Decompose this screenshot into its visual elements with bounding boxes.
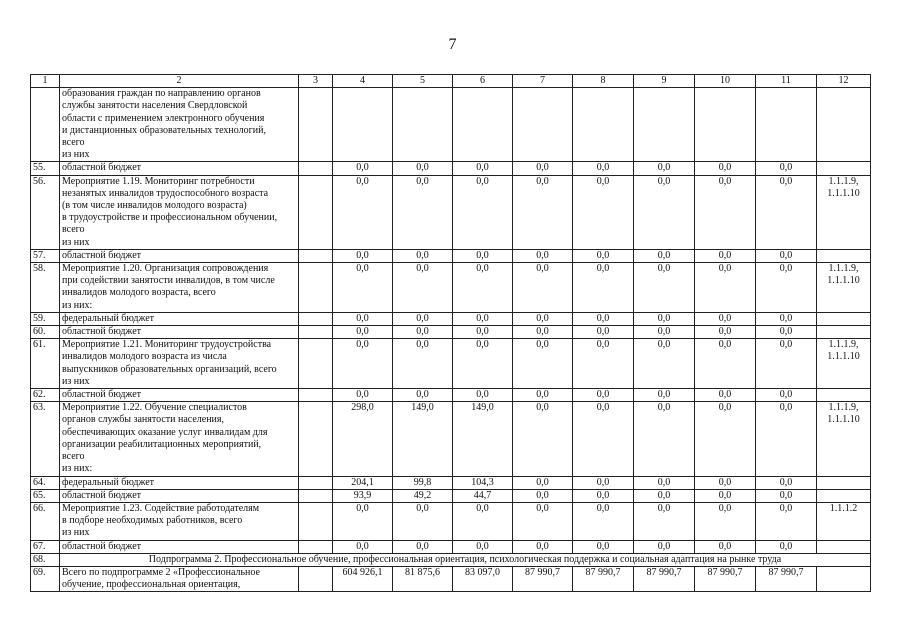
empty-cell <box>299 339 333 389</box>
value-cell: 149,0 <box>393 402 453 476</box>
table-row <box>31 88 871 162</box>
row-number-cell: 56. <box>31 175 60 249</box>
reference-cell <box>817 566 871 591</box>
value-cell: 0,0 <box>695 326 756 339</box>
value-cell: 0,0 <box>634 339 695 389</box>
table-row <box>31 312 871 325</box>
description-line: и дистанционных образовательных технологий, <box>62 124 266 136</box>
description-line: выпускников образовательных организаций, всего <box>62 363 277 375</box>
description-line: при содействии занятости инвалидов, в том числе <box>62 275 275 287</box>
description-line: Мероприятие 1.21. Мониторинг трудоустройства <box>62 339 272 351</box>
reference-cell <box>817 502 871 540</box>
reference-cell <box>817 402 871 476</box>
value-cell: 0,0 <box>333 312 393 325</box>
value-cell: 93,9 <box>333 489 393 502</box>
value-cell: 87 990,7 <box>634 566 695 591</box>
description-line: областной бюджет <box>62 489 142 501</box>
value-cell: 0,0 <box>573 502 634 540</box>
empty-cell <box>299 402 333 476</box>
description-cell <box>60 162 299 175</box>
description-cell <box>60 389 299 402</box>
value-cell <box>695 88 756 162</box>
column-number-cell: 1 <box>31 75 60 88</box>
value-cell: 0,0 <box>393 162 453 175</box>
value-cell: 0,0 <box>756 162 817 175</box>
table-row <box>31 540 871 553</box>
description-cell <box>60 402 299 476</box>
row-number-cell: 65. <box>31 489 60 502</box>
row-number-cell: 63. <box>31 402 60 476</box>
column-number-cell: 9 <box>634 75 695 88</box>
value-cell: 0,0 <box>513 540 573 553</box>
value-cell: 44,7 <box>453 489 513 502</box>
reference-cell <box>817 88 871 162</box>
value-cell: 0,0 <box>333 162 393 175</box>
empty-cell <box>299 326 333 339</box>
row-number-cell: 60. <box>31 326 60 339</box>
description-cell <box>60 175 299 249</box>
description-line: федеральный бюджет <box>62 312 155 324</box>
description-line: областной бюджет <box>62 326 142 338</box>
table-row <box>31 566 871 591</box>
value-cell: 0,0 <box>393 312 453 325</box>
value-cell: 0,0 <box>756 489 817 502</box>
description-line: областной бюджет <box>62 162 142 174</box>
value-cell: 0,0 <box>513 339 573 389</box>
value-cell: 0,0 <box>634 326 695 339</box>
table-row <box>31 162 871 175</box>
value-cell: 87 990,7 <box>756 566 817 591</box>
value-cell: 0,0 <box>634 540 695 553</box>
description-line: из них <box>62 527 90 539</box>
value-cell: 87 990,7 <box>573 566 634 591</box>
value-cell: 0,0 <box>634 489 695 502</box>
value-cell <box>333 88 393 162</box>
empty-cell <box>299 540 333 553</box>
reference-cell <box>817 540 871 553</box>
value-cell: 0,0 <box>453 175 513 249</box>
value-cell: 0,0 <box>573 339 634 389</box>
reference-line: 1.1.1.10 <box>827 275 860 287</box>
reference-line: 1.1.1.9, <box>828 263 859 275</box>
row-number-cell: 59. <box>31 312 60 325</box>
description-line: из них <box>62 375 90 387</box>
table-row <box>31 326 871 339</box>
reference-cell <box>817 489 871 502</box>
reference-line: 1.1.1.10 <box>827 351 860 363</box>
row-number-cell: 68. <box>31 553 60 566</box>
reference-cell <box>817 312 871 325</box>
column-number-cell: 5 <box>393 75 453 88</box>
value-cell: 0,0 <box>756 312 817 325</box>
value-cell: 0,0 <box>634 402 695 476</box>
value-cell: 0,0 <box>756 402 817 476</box>
value-cell: 0,0 <box>513 162 573 175</box>
value-cell: 104,3 <box>453 476 513 489</box>
column-number-cell: 2 <box>60 75 299 88</box>
value-cell <box>756 88 817 162</box>
value-cell: 0,0 <box>453 249 513 262</box>
value-cell: 0,0 <box>695 312 756 325</box>
table-row <box>31 476 871 489</box>
value-cell: 204,1 <box>333 476 393 489</box>
reference-line: 1.1.1.10 <box>827 414 860 426</box>
description-line: в трудоустройстве и профессиональном обучении, <box>62 212 278 224</box>
value-cell: 0,0 <box>695 389 756 402</box>
value-cell: 0,0 <box>573 263 634 313</box>
table-row <box>31 489 871 502</box>
description-cell <box>60 88 299 162</box>
value-cell: 0,0 <box>333 175 393 249</box>
row-number-cell: 58. <box>31 263 60 313</box>
reference-line: 1.1.1.9, <box>828 175 859 187</box>
value-cell: 0,0 <box>453 339 513 389</box>
value-cell: 0,0 <box>634 263 695 313</box>
value-cell <box>573 88 634 162</box>
value-cell: 0,0 <box>573 476 634 489</box>
description-cell <box>60 540 299 553</box>
empty-cell <box>299 566 333 591</box>
description-line: Мероприятие 1.19. Мониторинг потребности <box>62 175 255 187</box>
value-cell <box>393 88 453 162</box>
description-line: в подборе необходимых работников, всего <box>62 515 243 527</box>
empty-cell <box>299 249 333 262</box>
value-cell: 0,0 <box>453 389 513 402</box>
empty-cell <box>299 88 333 162</box>
description-line: из них: <box>62 299 93 311</box>
value-cell: 0,0 <box>573 489 634 502</box>
description-line: (в том числе инвалидов молодого возраста) <box>62 200 247 212</box>
description-line: Мероприятие 1.23. Содействие работодателям <box>62 502 260 514</box>
value-cell: 0,0 <box>393 339 453 389</box>
value-cell: 0,0 <box>393 175 453 249</box>
row-number-cell: 57. <box>31 249 60 262</box>
reference-cell <box>817 389 871 402</box>
description-line: из них <box>62 236 90 248</box>
reference-line: 1.1.1.9, <box>828 402 859 414</box>
value-cell: 0,0 <box>333 339 393 389</box>
column-number-cell: 8 <box>573 75 634 88</box>
value-cell: 604 926,1 <box>333 566 393 591</box>
value-cell: 0,0 <box>634 476 695 489</box>
value-cell: 0,0 <box>513 476 573 489</box>
value-cell: 0,0 <box>393 389 453 402</box>
table-row <box>31 175 871 249</box>
value-cell: 0,0 <box>756 175 817 249</box>
value-cell: 149,0 <box>453 402 513 476</box>
table-row <box>31 249 871 262</box>
description-line: службы занятости населения Свердловской <box>62 100 248 112</box>
description-line: Мероприятие 1.20. Организация сопровождения <box>62 263 269 275</box>
value-cell: 0,0 <box>695 175 756 249</box>
value-cell: 0,0 <box>453 326 513 339</box>
value-cell: 0,0 <box>695 162 756 175</box>
value-cell: 0,0 <box>513 312 573 325</box>
description-cell <box>60 339 299 389</box>
empty-cell <box>299 489 333 502</box>
table-row <box>31 339 871 389</box>
value-cell: 0,0 <box>756 476 817 489</box>
value-cell: 0,0 <box>756 249 817 262</box>
value-cell: 0,0 <box>573 326 634 339</box>
column-number-cell: 11 <box>756 75 817 88</box>
header-row <box>31 75 871 88</box>
value-cell: 0,0 <box>513 389 573 402</box>
description-line: незанятых инвалидов трудоспособного возраста <box>62 187 269 199</box>
description-line: Всего по подпрограмме 2 «Профессиональное <box>62 566 260 578</box>
value-cell: 0,0 <box>695 489 756 502</box>
value-cell: 0,0 <box>333 502 393 540</box>
description-line: из них: <box>62 463 93 475</box>
description-line: образования граждан по направлению органов <box>62 88 261 100</box>
page-number: 7 <box>448 36 457 53</box>
value-cell: 0,0 <box>573 402 634 476</box>
column-number-cell: 4 <box>333 75 393 88</box>
value-cell: 0,0 <box>393 263 453 313</box>
value-cell: 0,0 <box>695 339 756 389</box>
value-cell: 0,0 <box>756 339 817 389</box>
value-cell: 0,0 <box>634 312 695 325</box>
description-cell <box>60 312 299 325</box>
value-cell: 0,0 <box>393 502 453 540</box>
value-cell: 0,0 <box>756 502 817 540</box>
value-cell <box>453 88 513 162</box>
value-cell: 298,0 <box>333 402 393 476</box>
reference-line: 1.1.1.10 <box>827 187 860 199</box>
empty-cell <box>299 162 333 175</box>
column-number-cell: 6 <box>453 75 513 88</box>
description-cell <box>60 502 299 540</box>
description-line: органов службы занятости населения, <box>62 414 225 426</box>
description-cell <box>60 326 299 339</box>
description-cell <box>60 566 299 591</box>
reference-cell <box>817 249 871 262</box>
description-line: Мероприятие 1.22. Обучение специалистов <box>62 402 247 414</box>
description-line: обеспечивающих оказание услуг инвалидам для <box>62 426 268 438</box>
value-cell: 0,0 <box>573 389 634 402</box>
value-cell: 87 990,7 <box>695 566 756 591</box>
reference-line: 1.1.1.2 <box>829 502 858 514</box>
value-cell: 0,0 <box>756 326 817 339</box>
value-cell: 0,0 <box>695 402 756 476</box>
description-cell <box>60 489 299 502</box>
value-cell: 0,0 <box>453 502 513 540</box>
description-line: области с применением электронного обучения <box>62 112 265 124</box>
value-cell: 0,0 <box>695 502 756 540</box>
subprogram-row <box>31 553 871 566</box>
row-number-cell: 66. <box>31 502 60 540</box>
value-cell: 0,0 <box>695 249 756 262</box>
value-cell: 0,0 <box>573 162 634 175</box>
value-cell: 0,0 <box>634 175 695 249</box>
value-cell: 0,0 <box>453 263 513 313</box>
table-row <box>31 263 871 313</box>
value-cell: 0,0 <box>573 312 634 325</box>
description-cell <box>60 249 299 262</box>
value-cell: 0,0 <box>573 540 634 553</box>
description-line: областной бюджет <box>62 249 142 261</box>
description-line: областной бюджет <box>62 389 142 401</box>
subprogram-title-cell: Подпрограмма 2. Профессиональное обучение, профессиональная ориентация, психологическая поддержка и социальная адаптация на рынке труда <box>60 553 871 566</box>
reference-cell <box>817 263 871 313</box>
column-number-cell: 10 <box>695 75 756 88</box>
row-number-cell: 69. <box>31 566 60 591</box>
value-cell <box>513 88 573 162</box>
value-cell: 0,0 <box>695 263 756 313</box>
description-line: всего <box>62 137 85 149</box>
value-cell: 83 097,0 <box>453 566 513 591</box>
value-cell: 0,0 <box>513 263 573 313</box>
table-row <box>31 389 871 402</box>
column-number-cell: 7 <box>513 75 573 88</box>
description-line: из них <box>62 149 90 161</box>
value-cell: 0,0 <box>513 326 573 339</box>
description-line: всего <box>62 224 85 236</box>
table-row <box>31 502 871 540</box>
reference-line: 1.1.1.9, <box>828 339 859 351</box>
value-cell: 0,0 <box>453 312 513 325</box>
description-cell <box>60 476 299 489</box>
description-line: всего <box>62 451 85 463</box>
value-cell: 0,0 <box>695 476 756 489</box>
value-cell: 0,0 <box>634 389 695 402</box>
value-cell: 0,0 <box>333 263 393 313</box>
value-cell: 0,0 <box>333 540 393 553</box>
row-number-cell <box>31 88 60 162</box>
value-cell: 0,0 <box>634 502 695 540</box>
value-cell: 0,0 <box>333 389 393 402</box>
table-row <box>31 402 871 476</box>
value-cell: 99,8 <box>393 476 453 489</box>
value-cell: 0,0 <box>756 389 817 402</box>
value-cell: 0,0 <box>393 540 453 553</box>
value-cell: 0,0 <box>756 263 817 313</box>
value-cell: 0,0 <box>333 249 393 262</box>
description-line: обучение, профессиональная ориентация, <box>62 579 241 591</box>
description-line: инвалидов молодого возраста из числа <box>62 351 227 363</box>
value-cell: 81 875,6 <box>393 566 453 591</box>
value-cell: 0,0 <box>756 540 817 553</box>
value-cell: 0,0 <box>333 326 393 339</box>
row-number-cell: 64. <box>31 476 60 489</box>
row-number-cell: 55. <box>31 162 60 175</box>
value-cell: 0,0 <box>695 540 756 553</box>
row-number-cell: 62. <box>31 389 60 402</box>
reference-cell <box>817 162 871 175</box>
value-cell: 0,0 <box>513 502 573 540</box>
column-number-cell: 3 <box>299 75 333 88</box>
value-cell: 0,0 <box>513 402 573 476</box>
value-cell: 0,0 <box>573 249 634 262</box>
value-cell: 0,0 <box>513 489 573 502</box>
budget-table <box>30 74 871 592</box>
row-number-cell: 67. <box>31 540 60 553</box>
reference-cell <box>817 326 871 339</box>
value-cell: 0,0 <box>513 175 573 249</box>
description-line: инвалидов молодого возраста, всего <box>62 287 216 299</box>
value-cell: 0,0 <box>634 249 695 262</box>
row-number-cell: 61. <box>31 339 60 389</box>
description-line: федеральный бюджет <box>62 476 155 488</box>
value-cell: 0,0 <box>393 249 453 262</box>
value-cell: 0,0 <box>513 249 573 262</box>
value-cell: 87 990,7 <box>513 566 573 591</box>
value-cell: 0,0 <box>573 175 634 249</box>
description-line: областной бюджет <box>62 540 142 552</box>
empty-cell <box>299 389 333 402</box>
value-cell: 49,2 <box>393 489 453 502</box>
empty-cell <box>299 502 333 540</box>
empty-cell <box>299 263 333 313</box>
value-cell: 0,0 <box>634 162 695 175</box>
empty-cell <box>299 175 333 249</box>
description-line: организации реабилитационных мероприятий, <box>62 438 262 450</box>
reference-cell <box>817 339 871 389</box>
value-cell: 0,0 <box>393 326 453 339</box>
empty-cell <box>299 476 333 489</box>
description-cell <box>60 263 299 313</box>
value-cell <box>634 88 695 162</box>
reference-cell <box>817 175 871 249</box>
value-cell: 0,0 <box>453 540 513 553</box>
reference-cell <box>817 476 871 489</box>
value-cell: 0,0 <box>453 162 513 175</box>
column-number-cell: 12 <box>817 75 871 88</box>
empty-cell <box>299 312 333 325</box>
